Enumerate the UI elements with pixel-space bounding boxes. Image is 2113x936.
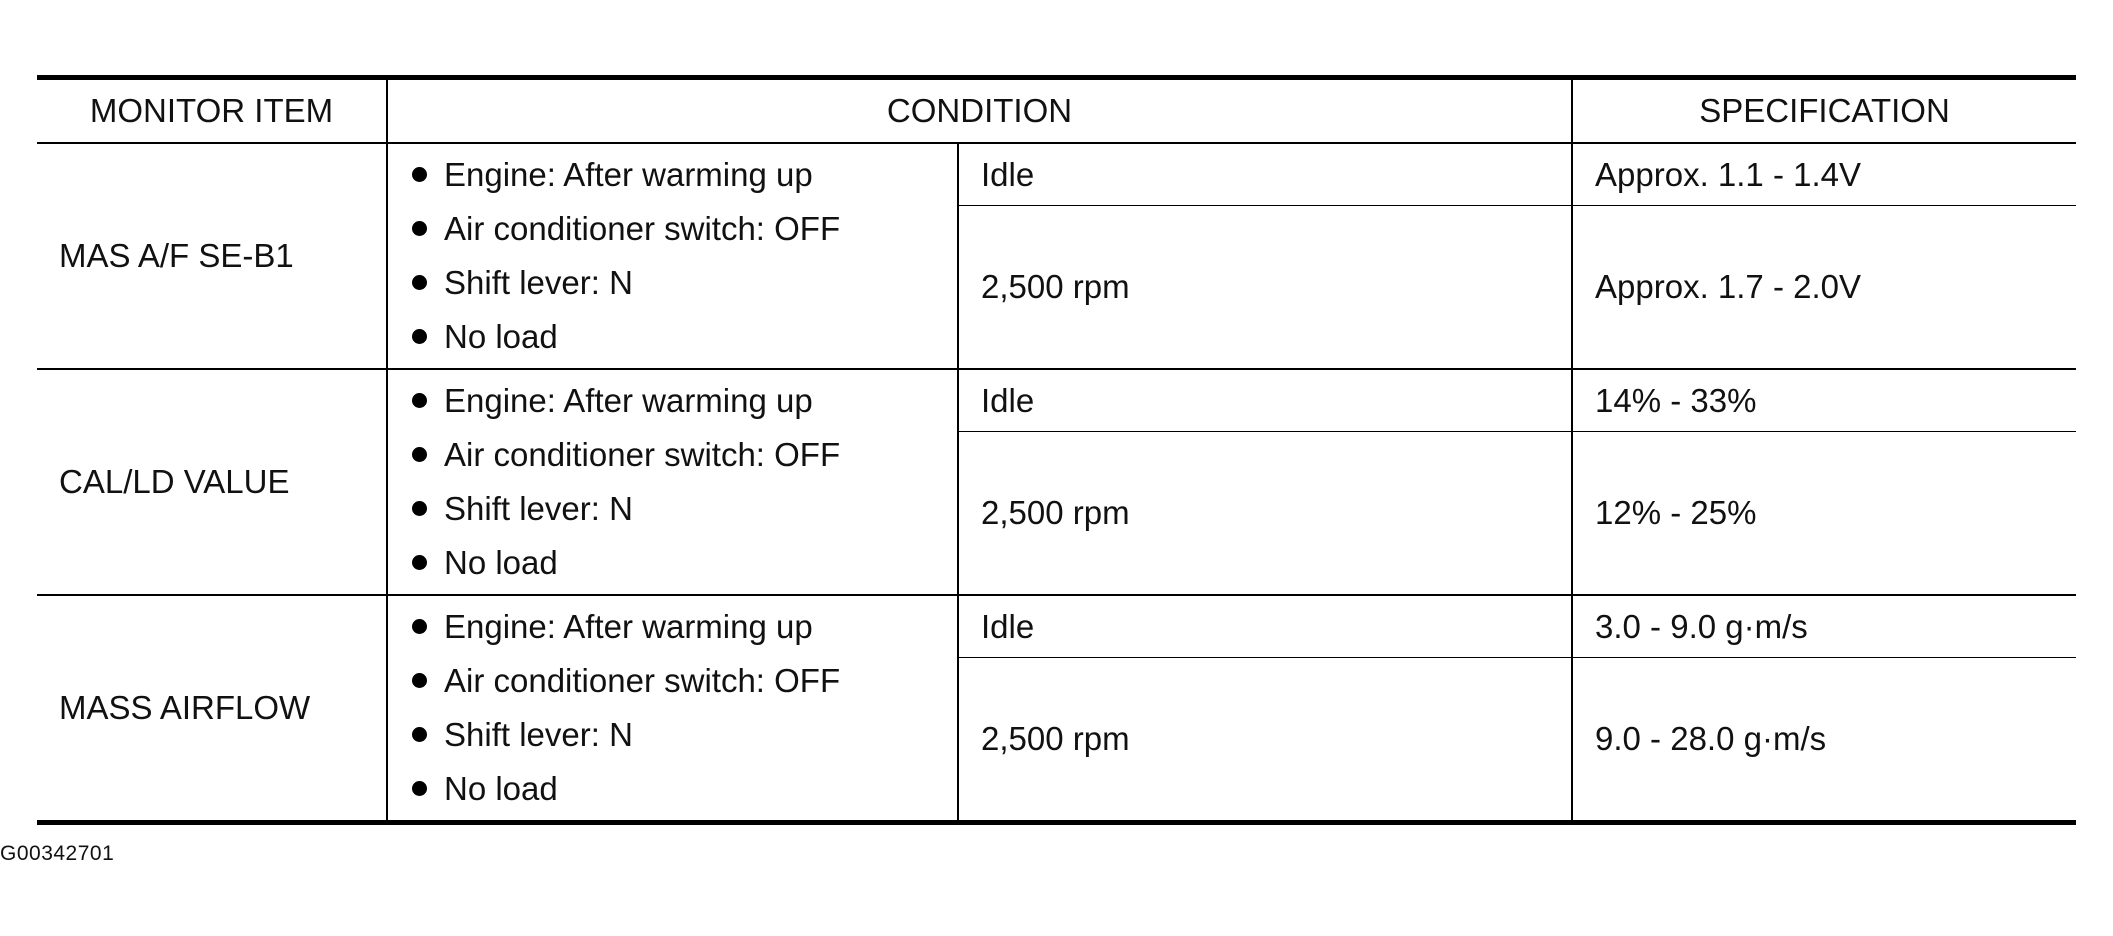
- condition-text: No load: [444, 318, 558, 355]
- header-condition: CONDITION: [387, 78, 1572, 144]
- condition-text: Engine: After warming up: [444, 156, 813, 193]
- bullet-icon: [412, 781, 427, 796]
- condition-text: Shift lever: N: [444, 264, 633, 301]
- condition-item: [410, 428, 957, 482]
- condition-list-cell: [387, 595, 958, 823]
- operating-state-rpm: 2,500 rpm: [958, 658, 1572, 823]
- condition-item: [410, 148, 957, 202]
- operating-state-rpm: 2,500 rpm: [958, 432, 1572, 596]
- spec-idle: 14% - 33%: [1572, 369, 2076, 432]
- bullet-icon: [412, 673, 427, 688]
- condition-text: Air conditioner switch: OFF: [444, 210, 841, 247]
- monitor-spec-table: [37, 75, 2076, 825]
- spec-rpm: Approx. 1.7 - 2.0V: [1572, 206, 2076, 370]
- monitor-item-cell: CAL/LD VALUE: [37, 369, 387, 595]
- bullet-icon: [412, 727, 427, 742]
- condition-item: [410, 708, 957, 762]
- condition-item: [410, 762, 957, 816]
- condition-text: Engine: After warming up: [444, 382, 813, 419]
- header-monitor-item: MONITOR ITEM: [37, 78, 387, 144]
- condition-item: [410, 536, 957, 590]
- condition-item: [410, 482, 957, 536]
- condition-item: [410, 654, 957, 708]
- condition-list-cell: [387, 369, 958, 595]
- table-row: [37, 369, 2076, 432]
- bullet-icon: [412, 555, 427, 570]
- header-row: [37, 78, 2076, 144]
- condition-item: [410, 374, 957, 428]
- condition-list: [410, 148, 957, 364]
- condition-text: Shift lever: N: [444, 490, 633, 527]
- condition-list: [410, 600, 957, 816]
- spec-rpm: 12% - 25%: [1572, 432, 2076, 596]
- bullet-icon: [412, 167, 427, 182]
- condition-text: Air conditioner switch: OFF: [444, 436, 841, 473]
- condition-text: No load: [444, 544, 558, 581]
- spec-idle: Approx. 1.1 - 1.4V: [1572, 143, 2076, 206]
- operating-state-idle: Idle: [958, 143, 1572, 206]
- condition-text: No load: [444, 770, 558, 807]
- bullet-icon: [412, 393, 427, 408]
- bullet-icon: [412, 221, 427, 236]
- condition-list: [410, 374, 957, 590]
- condition-text: Engine: After warming up: [444, 608, 813, 645]
- condition-item: [410, 600, 957, 654]
- condition-item: [410, 256, 957, 310]
- bullet-icon: [412, 501, 427, 516]
- bullet-icon: [412, 275, 427, 290]
- bullet-icon: [412, 447, 427, 462]
- bullet-icon: [412, 619, 427, 634]
- condition-list-cell: [387, 143, 958, 369]
- monitor-item-cell: MASS AIRFLOW: [37, 595, 387, 823]
- figure-id-label: G00342701: [0, 842, 115, 865]
- condition-item: [410, 310, 957, 364]
- monitor-item-cell: MAS A/F SE-B1: [37, 143, 387, 369]
- spec-idle: 3.0 - 9.0 g·m/s: [1572, 595, 2076, 658]
- spec-rpm: 9.0 - 28.0 g·m/s: [1595, 720, 1827, 757]
- condition-text: Shift lever: N: [444, 716, 633, 753]
- condition-item: [410, 202, 957, 256]
- header-specification: SPECIFICATION: [1572, 78, 2076, 144]
- operating-state-idle: Idle: [958, 595, 1572, 658]
- table-row: [37, 143, 2076, 206]
- condition-text: Air conditioner switch: OFF: [444, 662, 841, 699]
- operating-state-idle: Idle: [958, 369, 1572, 432]
- bullet-icon: [412, 329, 427, 344]
- operating-state-rpm: 2,500 rpm: [958, 206, 1572, 370]
- table-row: [37, 595, 2076, 658]
